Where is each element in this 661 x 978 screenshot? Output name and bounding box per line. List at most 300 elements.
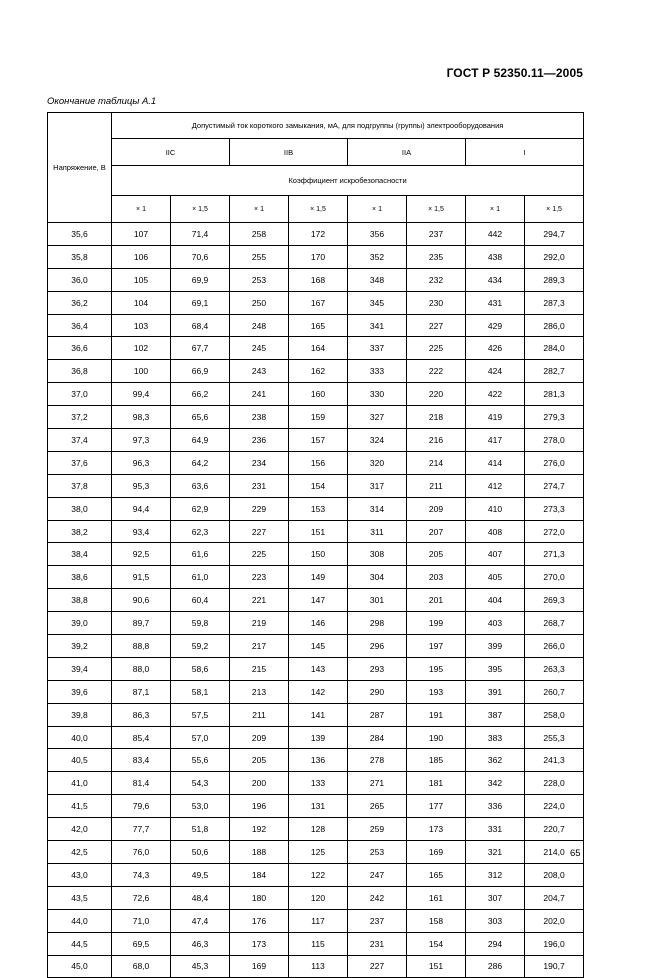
current-cell: 170 [289, 245, 348, 268]
current-cell: 107 [112, 223, 171, 246]
current-cell: 250 [230, 291, 289, 314]
current-cell: 219 [230, 612, 289, 635]
current-cell: 308 [348, 543, 407, 566]
current-cell: 169 [407, 841, 466, 864]
group-header: IIB [230, 139, 348, 166]
current-cell: 66,2 [171, 383, 230, 406]
table-row [48, 680, 584, 703]
current-cell: 90,6 [112, 589, 171, 612]
current-cell: 156 [289, 451, 348, 474]
voltage-cell: 43,0 [48, 863, 112, 886]
current-cell: 87,1 [112, 680, 171, 703]
current-cell: 47,4 [171, 909, 230, 932]
current-cell: 91,5 [112, 566, 171, 589]
current-cell: 220,7 [525, 818, 584, 841]
current-cell: 301 [348, 589, 407, 612]
current-cell: 69,9 [171, 268, 230, 291]
current-cell: 176 [230, 909, 289, 932]
current-cell: 115 [289, 932, 348, 955]
current-cell: 336 [466, 795, 525, 818]
current-cell: 294 [466, 932, 525, 955]
current-cell: 271,3 [525, 543, 584, 566]
current-cell: 67,7 [171, 337, 230, 360]
voltage-cell: 38,6 [48, 566, 112, 589]
current-cell: 150 [289, 543, 348, 566]
table-row [48, 497, 584, 520]
current-cell: 141 [289, 703, 348, 726]
current-cell: 88,0 [112, 657, 171, 680]
current-cell: 289,3 [525, 268, 584, 291]
current-cell: 93,4 [112, 520, 171, 543]
table-caption: Окончание таблицы А.1 [47, 96, 157, 107]
current-cell: 253 [230, 268, 289, 291]
current-cell: 287 [348, 703, 407, 726]
current-cell: 387 [466, 703, 525, 726]
current-cell: 352 [348, 245, 407, 268]
current-cell: 407 [466, 543, 525, 566]
current-cell: 185 [407, 749, 466, 772]
table-row [48, 795, 584, 818]
table-row [48, 703, 584, 726]
current-cell: 237 [407, 223, 466, 246]
coefficient-header: Коэффициент искробезопасности [112, 166, 584, 196]
voltage-cell: 36,8 [48, 360, 112, 383]
current-cell: 282,7 [525, 360, 584, 383]
current-cell: 63,6 [171, 474, 230, 497]
voltage-cell: 37,0 [48, 383, 112, 406]
table-row [48, 612, 584, 635]
current-cell: 221 [230, 589, 289, 612]
voltage-cell: 42,0 [48, 818, 112, 841]
table-row [48, 841, 584, 864]
table-row [48, 543, 584, 566]
current-cell: 122 [289, 863, 348, 886]
current-cell: 247 [348, 863, 407, 886]
current-cell: 211 [407, 474, 466, 497]
current-cell: 238 [230, 406, 289, 429]
current-cell: 236 [230, 429, 289, 452]
current-cell: 68,4 [171, 314, 230, 337]
current-cell: 136 [289, 749, 348, 772]
current-cell: 106 [112, 245, 171, 268]
current-cell: 234 [230, 451, 289, 474]
current-cell: 86,3 [112, 703, 171, 726]
current-cell: 331 [466, 818, 525, 841]
table-row [48, 589, 584, 612]
current-cell: 324 [348, 429, 407, 452]
current-cell: 104 [112, 291, 171, 314]
table-row [48, 566, 584, 589]
table-row [48, 818, 584, 841]
voltage-cell: 39,0 [48, 612, 112, 635]
table-row [48, 360, 584, 383]
current-cell: 173 [407, 818, 466, 841]
current-cell: 159 [289, 406, 348, 429]
current-cell: 231 [230, 474, 289, 497]
table-row [48, 314, 584, 337]
multiplier-header: × 1,5 [525, 196, 584, 223]
voltage-cell: 40,5 [48, 749, 112, 772]
current-cell: 77,7 [112, 818, 171, 841]
current-cell: 89,7 [112, 612, 171, 635]
current-cell: 405 [466, 566, 525, 589]
table-row [48, 245, 584, 268]
current-cell: 266,0 [525, 635, 584, 658]
table-row [48, 886, 584, 909]
current-cell: 59,8 [171, 612, 230, 635]
multiplier-header: × 1 [466, 196, 525, 223]
current-cell: 260,7 [525, 680, 584, 703]
current-cell: 272,0 [525, 520, 584, 543]
current-cell: 190,7 [525, 955, 584, 978]
current-cell: 426 [466, 337, 525, 360]
current-cell: 64,9 [171, 429, 230, 452]
current-cell: 65,6 [171, 406, 230, 429]
current-cell: 64,2 [171, 451, 230, 474]
table-row [48, 772, 584, 795]
current-cell: 214 [407, 451, 466, 474]
current-cell: 414 [466, 451, 525, 474]
current-cell: 99,4 [112, 383, 171, 406]
current-cell: 279,3 [525, 406, 584, 429]
current-cell: 242 [348, 886, 407, 909]
current-cell: 57,0 [171, 726, 230, 749]
current-cell: 253 [348, 841, 407, 864]
current-cell: 224,0 [525, 795, 584, 818]
current-cell: 209 [407, 497, 466, 520]
current-cell: 229 [230, 497, 289, 520]
current-cell: 227 [407, 314, 466, 337]
current-cell: 157 [289, 429, 348, 452]
current-cell: 164 [289, 337, 348, 360]
voltage-cell: 35,6 [48, 223, 112, 246]
current-cell: 88,8 [112, 635, 171, 658]
current-cell: 356 [348, 223, 407, 246]
voltage-cell: 38,2 [48, 520, 112, 543]
voltage-cell: 45,0 [48, 955, 112, 978]
current-cell: 213 [230, 680, 289, 703]
current-cell: 54,3 [171, 772, 230, 795]
current-cell: 117 [289, 909, 348, 932]
table-row [48, 223, 584, 246]
voltage-cell: 40,0 [48, 726, 112, 749]
current-cell: 61,0 [171, 566, 230, 589]
current-cell: 399 [466, 635, 525, 658]
voltage-cell: 39,6 [48, 680, 112, 703]
current-cell: 273,3 [525, 497, 584, 520]
current-cell: 362 [466, 749, 525, 772]
current-cell: 204,7 [525, 886, 584, 909]
current-cell: 74,3 [112, 863, 171, 886]
current-cell: 94,4 [112, 497, 171, 520]
voltage-cell: 38,8 [48, 589, 112, 612]
current-cell: 100 [112, 360, 171, 383]
current-cell: 217 [230, 635, 289, 658]
current-cell: 190 [407, 726, 466, 749]
current-cell: 196,0 [525, 932, 584, 955]
current-cell: 245 [230, 337, 289, 360]
current-cell: 345 [348, 291, 407, 314]
current-cell: 120 [289, 886, 348, 909]
current-cell: 143 [289, 657, 348, 680]
current-cell: 70,6 [171, 245, 230, 268]
current-cell: 125 [289, 841, 348, 864]
current-cell: 68,0 [112, 955, 171, 978]
current-cell: 241,3 [525, 749, 584, 772]
current-cell: 270,0 [525, 566, 584, 589]
current-cell: 286,0 [525, 314, 584, 337]
current-cell: 230 [407, 291, 466, 314]
current-cell: 333 [348, 360, 407, 383]
current-cell: 199 [407, 612, 466, 635]
current-cell: 76,0 [112, 841, 171, 864]
current-cell: 103 [112, 314, 171, 337]
current-cell: 231 [348, 932, 407, 955]
current-cell: 197 [407, 635, 466, 658]
current-cell: 69,5 [112, 932, 171, 955]
current-cell: 438 [466, 245, 525, 268]
multiplier-header: × 1 [348, 196, 407, 223]
current-cell: 95,3 [112, 474, 171, 497]
current-cell: 83,4 [112, 749, 171, 772]
document-header: ГОСТ Р 52350.11—2005 [446, 66, 583, 80]
current-cell: 46,3 [171, 932, 230, 955]
table-row [48, 863, 584, 886]
current-cell: 167 [289, 291, 348, 314]
current-cell: 97,3 [112, 429, 171, 452]
current-cell: 259 [348, 818, 407, 841]
current-cell: 263,3 [525, 657, 584, 680]
current-cell: 62,3 [171, 520, 230, 543]
table-row [48, 749, 584, 772]
current-cell: 165 [407, 863, 466, 886]
current-cell: 248 [230, 314, 289, 337]
current-cell: 419 [466, 406, 525, 429]
voltage-header: Напряжение, В [48, 113, 112, 223]
current-cell: 55,6 [171, 749, 230, 772]
current-cell: 327 [348, 406, 407, 429]
current-cell: 241 [230, 383, 289, 406]
current-cell: 146 [289, 612, 348, 635]
voltage-cell: 43,5 [48, 886, 112, 909]
voltage-cell: 36,0 [48, 268, 112, 291]
current-cell: 207 [407, 520, 466, 543]
current-cell: 304 [348, 566, 407, 589]
table-row [48, 657, 584, 680]
current-cell: 162 [289, 360, 348, 383]
current-cell: 424 [466, 360, 525, 383]
table-row [48, 909, 584, 932]
table-row [48, 429, 584, 452]
table-row [48, 955, 584, 978]
current-cell: 255,3 [525, 726, 584, 749]
current-cell: 276,0 [525, 451, 584, 474]
voltage-cell: 37,4 [48, 429, 112, 452]
voltage-cell: 41,0 [48, 772, 112, 795]
current-cell: 220 [407, 383, 466, 406]
current-cell: 92,5 [112, 543, 171, 566]
current-cell: 228,0 [525, 772, 584, 795]
current-cell: 192 [230, 818, 289, 841]
table-row [48, 635, 584, 658]
current-cell: 142 [289, 680, 348, 703]
voltage-cell: 41,5 [48, 795, 112, 818]
current-cell: 154 [407, 932, 466, 955]
current-cell: 429 [466, 314, 525, 337]
current-cell: 317 [348, 474, 407, 497]
current-cell: 268,7 [525, 612, 584, 635]
current-cell: 222 [407, 360, 466, 383]
current-cell: 139 [289, 726, 348, 749]
current-cell: 58,1 [171, 680, 230, 703]
current-cell: 51,8 [171, 818, 230, 841]
voltage-cell: 37,6 [48, 451, 112, 474]
current-cell: 287,3 [525, 291, 584, 314]
table-row [48, 337, 584, 360]
voltage-cell: 39,8 [48, 703, 112, 726]
current-cell: 274,7 [525, 474, 584, 497]
current-cell: 208,0 [525, 863, 584, 886]
current-cell: 255 [230, 245, 289, 268]
current-cell: 59,2 [171, 635, 230, 658]
current-cell: 98,3 [112, 406, 171, 429]
table-row [48, 383, 584, 406]
current-cell: 258,0 [525, 703, 584, 726]
voltage-cell: 36,4 [48, 314, 112, 337]
current-cell: 321 [466, 841, 525, 864]
current-cell: 168 [289, 268, 348, 291]
voltage-cell: 37,2 [48, 406, 112, 429]
current-cell: 69,1 [171, 291, 230, 314]
current-cell: 422 [466, 383, 525, 406]
current-cell: 172 [289, 223, 348, 246]
multiplier-header: × 1,5 [407, 196, 466, 223]
table-row [48, 291, 584, 314]
current-cell: 314 [348, 497, 407, 520]
current-cell: 173 [230, 932, 289, 955]
current-cell: 286 [466, 955, 525, 978]
current-cell: 161 [407, 886, 466, 909]
current-cell: 383 [466, 726, 525, 749]
current-cell: 442 [466, 223, 525, 246]
current-cell: 102 [112, 337, 171, 360]
current-cell: 412 [466, 474, 525, 497]
current-cell: 342 [466, 772, 525, 795]
voltage-cell: 38,4 [48, 543, 112, 566]
current-cell: 79,6 [112, 795, 171, 818]
current-cell: 105 [112, 268, 171, 291]
current-cell: 434 [466, 268, 525, 291]
current-cell: 81,4 [112, 772, 171, 795]
current-cell: 330 [348, 383, 407, 406]
current-cell: 147 [289, 589, 348, 612]
current-cell: 395 [466, 657, 525, 680]
current-cell: 85,4 [112, 726, 171, 749]
current-cell: 49,5 [171, 863, 230, 886]
current-cell: 284 [348, 726, 407, 749]
current-cell: 223 [230, 566, 289, 589]
current-cell: 205 [407, 543, 466, 566]
current-cell: 154 [289, 474, 348, 497]
multiplier-header: × 1 [230, 196, 289, 223]
current-cell: 131 [289, 795, 348, 818]
group-header: IIA [348, 139, 466, 166]
current-cell: 58,6 [171, 657, 230, 680]
current-cell: 133 [289, 772, 348, 795]
current-cell: 404 [466, 589, 525, 612]
current-cell: 281,3 [525, 383, 584, 406]
current-cell: 196 [230, 795, 289, 818]
current-cell: 237 [348, 909, 407, 932]
current-cell: 215 [230, 657, 289, 680]
current-cell: 53,0 [171, 795, 230, 818]
current-cell: 225 [230, 543, 289, 566]
current-cell: 180 [230, 886, 289, 909]
current-cell: 211 [230, 703, 289, 726]
current-cell: 153 [289, 497, 348, 520]
voltage-cell: 42,5 [48, 841, 112, 864]
current-cell: 278,0 [525, 429, 584, 452]
voltage-cell: 39,2 [48, 635, 112, 658]
current-cell: 72,6 [112, 886, 171, 909]
current-cell: 71,4 [171, 223, 230, 246]
current-cell: 201 [407, 589, 466, 612]
current-cell: 151 [407, 955, 466, 978]
current-cell: 193 [407, 680, 466, 703]
current-cell: 205 [230, 749, 289, 772]
table-row [48, 406, 584, 429]
current-cell: 128 [289, 818, 348, 841]
current-cell: 151 [289, 520, 348, 543]
current-cell: 307 [466, 886, 525, 909]
current-cell: 265 [348, 795, 407, 818]
voltage-cell: 36,2 [48, 291, 112, 314]
table-row [48, 474, 584, 497]
current-cell: 303 [466, 909, 525, 932]
current-cell: 271 [348, 772, 407, 795]
current-cell: 341 [348, 314, 407, 337]
current-cell: 169 [230, 955, 289, 978]
current-cell: 235 [407, 245, 466, 268]
current-cell: 218 [407, 406, 466, 429]
current-cell: 225 [407, 337, 466, 360]
table-row [48, 451, 584, 474]
current-cell: 298 [348, 612, 407, 635]
voltage-cell: 37,8 [48, 474, 112, 497]
current-cell: 243 [230, 360, 289, 383]
current-cell: 312 [466, 863, 525, 886]
current-cell: 320 [348, 451, 407, 474]
page-number: 65 [570, 848, 581, 859]
multiplier-header: × 1 [112, 196, 171, 223]
current-cell: 184 [230, 863, 289, 886]
current-cell: 232 [407, 268, 466, 291]
current-cell: 71,0 [112, 909, 171, 932]
multiplier-header: × 1,5 [171, 196, 230, 223]
voltage-cell: 44,5 [48, 932, 112, 955]
table-row [48, 520, 584, 543]
current-cell: 431 [466, 291, 525, 314]
current-cell: 296 [348, 635, 407, 658]
voltage-cell: 35,8 [48, 245, 112, 268]
current-cell: 408 [466, 520, 525, 543]
current-cell: 203 [407, 566, 466, 589]
current-cell: 177 [407, 795, 466, 818]
current-cell: 227 [230, 520, 289, 543]
current-cell: 200 [230, 772, 289, 795]
current-cell: 66,9 [171, 360, 230, 383]
current-cell: 403 [466, 612, 525, 635]
